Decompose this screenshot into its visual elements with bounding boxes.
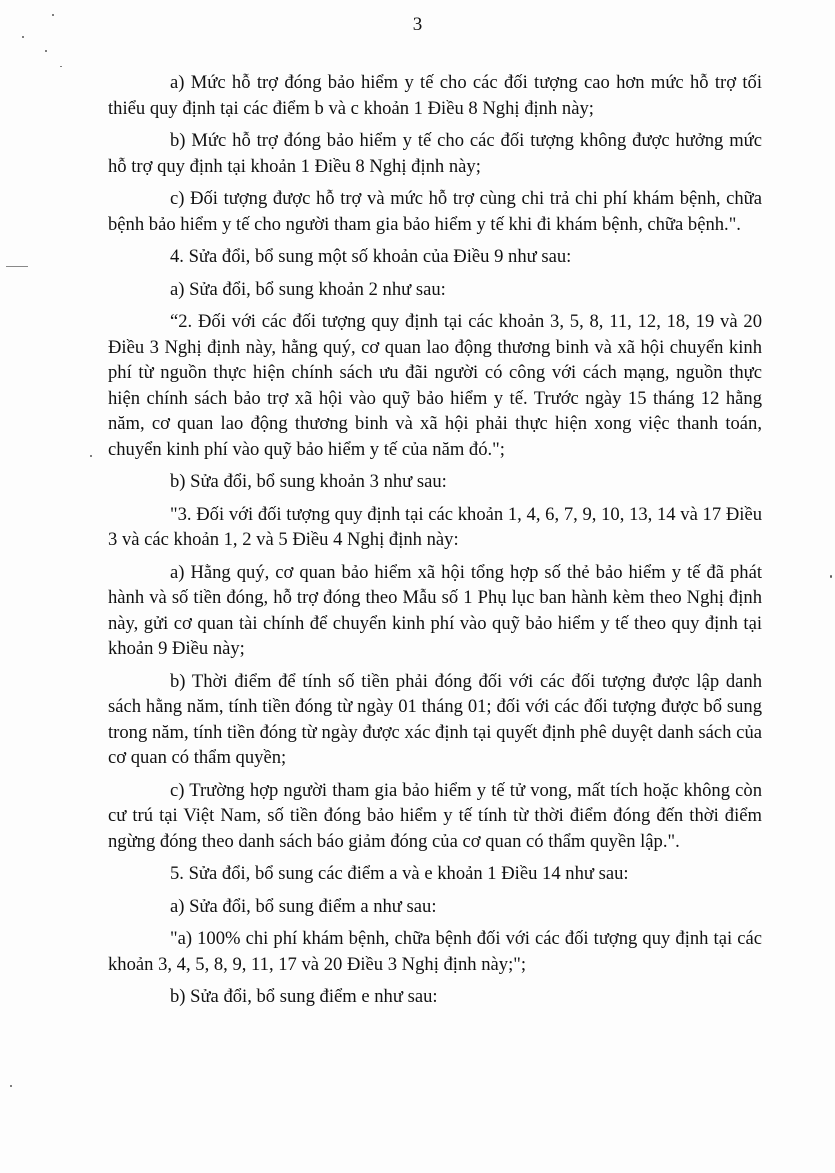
paragraph: a) Sửa đổi, bổ sung khoản 2 như sau: — [170, 278, 446, 300]
paragraph: a) Hằng quý, cơ quan bảo hiểm xã hội tổng hợp số thẻ bảo hiểm y tế đã phát hành và số tiền đóng, hỗ trợ đóng theo Mẫu số 1 Phụ lục ban hành kèm theo Nghị định này, gửi cơ quan tài chính để chuyển kinh phí vào quỹ bảo hiểm y tế theo quy định tại khoản 9 Điều này; — [108, 561, 762, 659]
paragraph: 5. Sửa đổi, bổ sung các điểm a và e khoản 1 Điều 14 như sau: — [170, 863, 629, 884]
document-body — [108, 70, 762, 1017]
paragraph: c) Đối tượng được hỗ trợ và mức hỗ trợ cùng chi trả chi phí khám bệnh, chữa bệnh bảo hiểm y tế cho người tham gia bảo hiểm y tế khi đi khám bệnh, chữa bệnh.". — [108, 188, 762, 235]
scan-speck — [90, 455, 92, 457]
paragraph: a) Sửa đổi, bổ sung điểm a như sau: — [170, 895, 437, 917]
paragraph: b) Mức hỗ trợ đóng bảo hiểm y tế cho các đối tượng không được hưởng mức hỗ trợ quy định tại khoản 1 Điều 8 Nghị định này; — [108, 130, 762, 177]
paragraph: b) Sửa đổi, bổ sung khoản 3 như sau: — [170, 471, 447, 492]
scan-speck — [45, 50, 47, 52]
scan-speck — [6, 266, 28, 267]
page-number: 3 — [412, 14, 423, 35]
paragraph: b) Sửa đổi, bổ sung điểm e như sau: — [170, 986, 438, 1007]
scan-speck — [60, 66, 62, 67]
scan-speck — [830, 575, 832, 578]
paragraph: 4. Sửa đổi, bổ sung một số khoản của Điều 9 như sau: — [170, 246, 572, 267]
paragraph: c) Trường hợp người tham gia bảo hiểm y tế tử vong, mất tích hoặc không còn cư trú tại Việt Nam, số tiền đóng bảo hiểm y tế tính từ thời điểm đóng đến thời điểm ngừng đóng theo danh sách báo giảm đóng của cơ quan có thẩm quyền lập.". — [108, 779, 762, 852]
paragraph: “2. Đối với các đối tượng quy định tại các khoản 3, 5, 8, 11, 12, 18, 19 và 20 Điều 3 Nghị định này, hằng quý, cơ quan lao động thương binh và xã hội chuyển kinh phí từ nguồn thực hiện chính sách ưu đãi người có công với cách mạng, nguồn thực hiện chính sách bảo trợ xã hội vào quỹ bảo hiểm y tế. Trước ngày 15 tháng 12 hằng năm, cơ quan lao động thương binh và xã hội phải thực hiện xong việc thanh toán, chuyển kinh phí vào quỹ bảo hiểm y tế của năm đó."; — [108, 311, 762, 460]
paragraph: b) Thời điểm để tính số tiền phải đóng đối với các đối tượng được lập danh sách hằng năm, tính tiền đóng từ ngày 01 tháng 01; đối với các đối tượng được bổ sung trong năm, tính tiền đóng từ ngày được xác định tại quyết định phê duyệt danh sách của cơ quan có thẩm quyền; — [108, 670, 762, 768]
paragraph: a) Mức hỗ trợ đóng bảo hiểm y tế cho các đối tượng cao hơn mức hỗ trợ tối thiểu quy định tại các điểm b và c khoản 1 Điều 8 Nghị định này; — [108, 72, 762, 119]
scan-speck — [22, 36, 24, 38]
paragraph: "a) 100% chi phí khám bệnh, chữa bệnh đối với các đối tượng quy định tại các khoản 3, 4, 5, 8, 9, 11, 17 và 20 Điều 3 Nghị định này;"; — [108, 928, 762, 975]
scan-speck — [10, 1085, 12, 1087]
paragraph: "3. Đối với đối tượng quy định tại các khoản 1, 4, 6, 7, 9, 10, 13, 14 và 17 Điều 3 và các khoản 1, 2 và 5 Điều 4 Nghị định này: — [108, 503, 762, 550]
